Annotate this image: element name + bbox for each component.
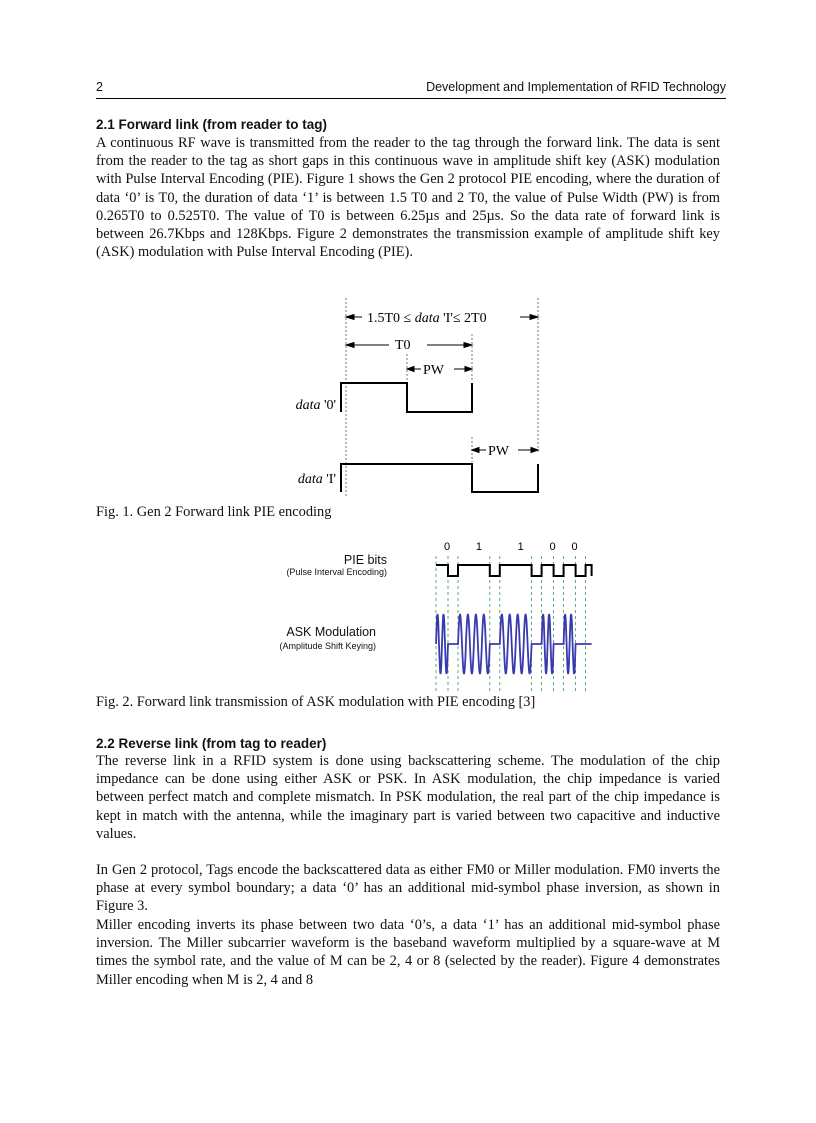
data-1-label — [298, 472, 336, 487]
figure-2-ask-pie — [168, 534, 658, 694]
data-0-waveform — [341, 383, 472, 412]
reverse-link-paragraph-1: The reverse link in a RFID system is done using backscattering scheme. The modulation of the chip impedance can be done using either ASK or PSK. In ASK modulation, the chip impedance is varied between perfect match and complete mismatch. In PSK modulation, the real part of the chip impedance is kept in match with the antenna, while the imaginary part is varied between two capacitive and inductive values. — [96, 753, 720, 842]
data-1-waveform — [341, 464, 538, 492]
ask-subtitle: (Amplitude Shift Keying) — [279, 641, 376, 651]
page-number: 2 — [96, 80, 103, 94]
ask-title: ASK Modulation — [286, 625, 376, 639]
pie-bit-label: 0 — [443, 541, 451, 553]
pie-bits-waveform — [436, 565, 592, 576]
range-label-prefix: 1.5T0 ≤ — [367, 311, 412, 326]
section-heading-reverse-link: 2.2 Reverse link (from tag to reader) — [96, 736, 327, 751]
pie-bits-subtitle: (Pulse Interval Encoding) — [286, 567, 387, 577]
range-label-data: data — [414, 311, 440, 326]
pie-bit-label: 1 — [517, 541, 524, 553]
pie-bit-label: 1 — [475, 541, 482, 553]
data-1-label-value: 'I' — [326, 472, 336, 487]
t0-label: T0 — [395, 338, 411, 353]
range-label-suffix: 'I'≤ 2T0 — [443, 311, 487, 326]
forward-link-paragraph: A continuous RF wave is transmitted from the reader to the tag through the forward link. The data is sent from the reader to the tag as short gaps in this continuous wave in amplitude shift key (ASK) modulation with Pulse Interval Encoding (PIE). Figure 1 shows the Gen 2 protocol PIE encoding, where the duration of data ‘0’ is T0, the duration of data ‘1’ is between 1.5 T0 and 2 T0, the value of Pulse Width (PW) is from 0.265T0 to 0.525T0. The value of T0 is between 6.25µs and 25µs. So the data rate of forward link is between 26.7Kbps and 128Kbps. Figure 2 demonstrates the transmission example of amplitude shift key (ASK) modulation with Pulse Interval Encoding (PIE). — [96, 135, 720, 261]
pw-label-0: PW — [423, 363, 444, 378]
range-label — [367, 311, 487, 326]
ask-waveform — [436, 614, 592, 674]
pie-bit-label: 0 — [571, 541, 578, 553]
pie-bit-label: 0 — [549, 541, 556, 553]
data-0-label — [296, 398, 336, 413]
data-0-label-value: '0' — [323, 398, 336, 413]
figure-2-caption: Fig. 2. Forward link transmission of ASK modulation with PIE encoding [3] — [96, 694, 536, 710]
data-0-label-data: data — [295, 398, 321, 413]
reverse-link-paragraph-2: In Gen 2 protocol, Tags encode the backscattered data as either FM0 or Miller modulation. FM0 inverts the phase at every symbol boundary; a data ‘0’ has an additional mid-symbol phase inversion, as shown in Figure 3. — [96, 862, 720, 915]
figure-1-caption: Fig. 1. Gen 2 Forward link PIE encoding — [96, 504, 332, 520]
pw-label-1: PW — [488, 444, 509, 459]
section-heading-forward-link: 2.1 Forward link (from reader to tag) — [96, 117, 328, 132]
data-1-label-data: data — [297, 472, 323, 487]
page-header — [96, 80, 726, 99]
figure-1-pie-encoding — [266, 292, 556, 502]
pie-bits-title: PIE bits — [343, 553, 387, 567]
running-title: Development and Implementation of RFID Technology — [426, 80, 726, 94]
reverse-link-paragraph-3: Miller encoding inverts its phase between two data ‘0’s, a data ‘1’ has an additional mid-symbol phase inversion. The Miller subcarrier waveform is the baseband waveform multiplied by a square-wave at M times the symbol rate, and the value of M can be 2, 4 or 8 (selected by the reader). Figure 4 demonstrates Miller encoding when M is 2, 4 and 8 — [96, 917, 720, 988]
